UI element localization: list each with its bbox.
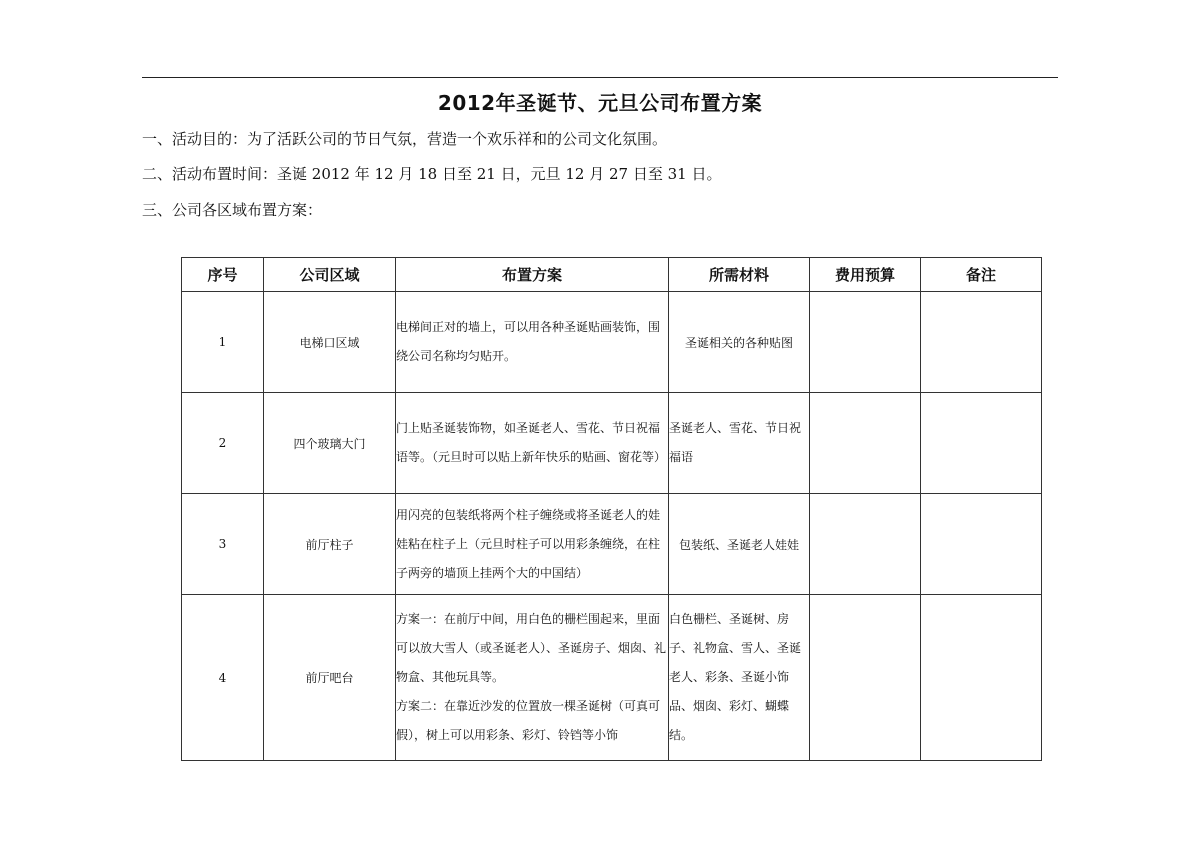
row-budget xyxy=(810,494,921,595)
row-area: 前厅吧台 xyxy=(264,595,396,761)
header-budget: 费用预算 xyxy=(810,258,921,292)
table-row xyxy=(182,393,1042,494)
row-index: 4 xyxy=(182,595,264,761)
purpose-line: 一、活动目的：为了活跃公司的节日气氛，营造一个欢乐祥和的公司文化氛围。 xyxy=(142,130,668,148)
row-budget xyxy=(810,292,921,393)
header-note: 备注 xyxy=(921,258,1042,292)
row-note xyxy=(921,595,1042,761)
row-plan xyxy=(396,494,669,595)
plan-option-one: 方案一：在前厅中间，用白色的栅栏围起来，里面可以放大雪人（或圣诞老人）、圣诞房子、烟囱、礼物盒、其他玩具等。 xyxy=(396,612,667,684)
header-plan: 布置方案 xyxy=(396,258,669,292)
row-materials: 圣诞相关的各种贴图 xyxy=(669,292,810,393)
row-budget xyxy=(810,595,921,761)
row-materials: 圣诞老人、雪花、节日祝福语 xyxy=(669,393,810,494)
row-area: 前厅柱子 xyxy=(264,494,396,595)
row-materials: 白色栅栏、圣诞树、房子、礼物盒、雪人、圣诞老人、彩条、圣诞小饰品、烟囱、彩灯、蝴蝶结。 xyxy=(669,595,810,761)
row-area: 四个玻璃大门 xyxy=(264,393,396,494)
row-plan xyxy=(396,292,669,393)
table-row xyxy=(182,494,1042,595)
row-plan xyxy=(396,393,669,494)
header-materials: 所需材料 xyxy=(669,258,810,292)
table-row xyxy=(182,292,1042,393)
row-index: 3 xyxy=(182,494,264,595)
row-note xyxy=(921,494,1042,595)
row-index: 2 xyxy=(182,393,264,494)
plan-option-two: 方案二：在靠近沙发的位置放一棵圣诞树（可真可假），树上可以用彩条、彩灯、铃铛等小饰 xyxy=(396,699,661,742)
header-area: 公司区域 xyxy=(264,258,396,292)
section-heading: 三、公司各区域布置方案： xyxy=(142,201,323,219)
header-index: 序号 xyxy=(182,258,264,292)
header-rule xyxy=(142,77,1058,78)
plan-paragraph: 门上贴圣诞装饰物，如圣诞老人、雪花、节日祝福语等。（元旦时可以贴上新年快乐的贴画、窗花等） xyxy=(396,421,667,464)
plan-paragraph: 电梯间正对的墙上，可以用各种圣诞贴画装饰，围绕公司名称均匀贴开。 xyxy=(396,320,661,363)
document-title: 2012年圣诞节、元旦公司布置方案 xyxy=(437,91,763,115)
row-index: 1 xyxy=(182,292,264,393)
row-note xyxy=(921,393,1042,494)
row-note xyxy=(921,292,1042,393)
table-row xyxy=(182,595,1042,761)
row-budget xyxy=(810,393,921,494)
row-materials: 包装纸、圣诞老人娃娃 xyxy=(669,494,810,595)
layout-plan-table xyxy=(181,257,1042,761)
plan-paragraph: 用闪亮的包装纸将两个柱子缠绕或将圣诞老人的娃娃粘在柱子上（元旦时柱子可以用彩条缠绕，在柱子两旁的墙顶上挂两个大的中国结） xyxy=(396,507,661,580)
row-area: 电梯口区域 xyxy=(264,292,396,393)
schedule-line: 二、活动布置时间：圣诞 2012 年 12 月 18 日至 21 日，元旦 12 月 27 日至 31 日。 xyxy=(142,165,722,183)
row-plan xyxy=(396,595,669,761)
table-header-row xyxy=(182,258,1042,292)
